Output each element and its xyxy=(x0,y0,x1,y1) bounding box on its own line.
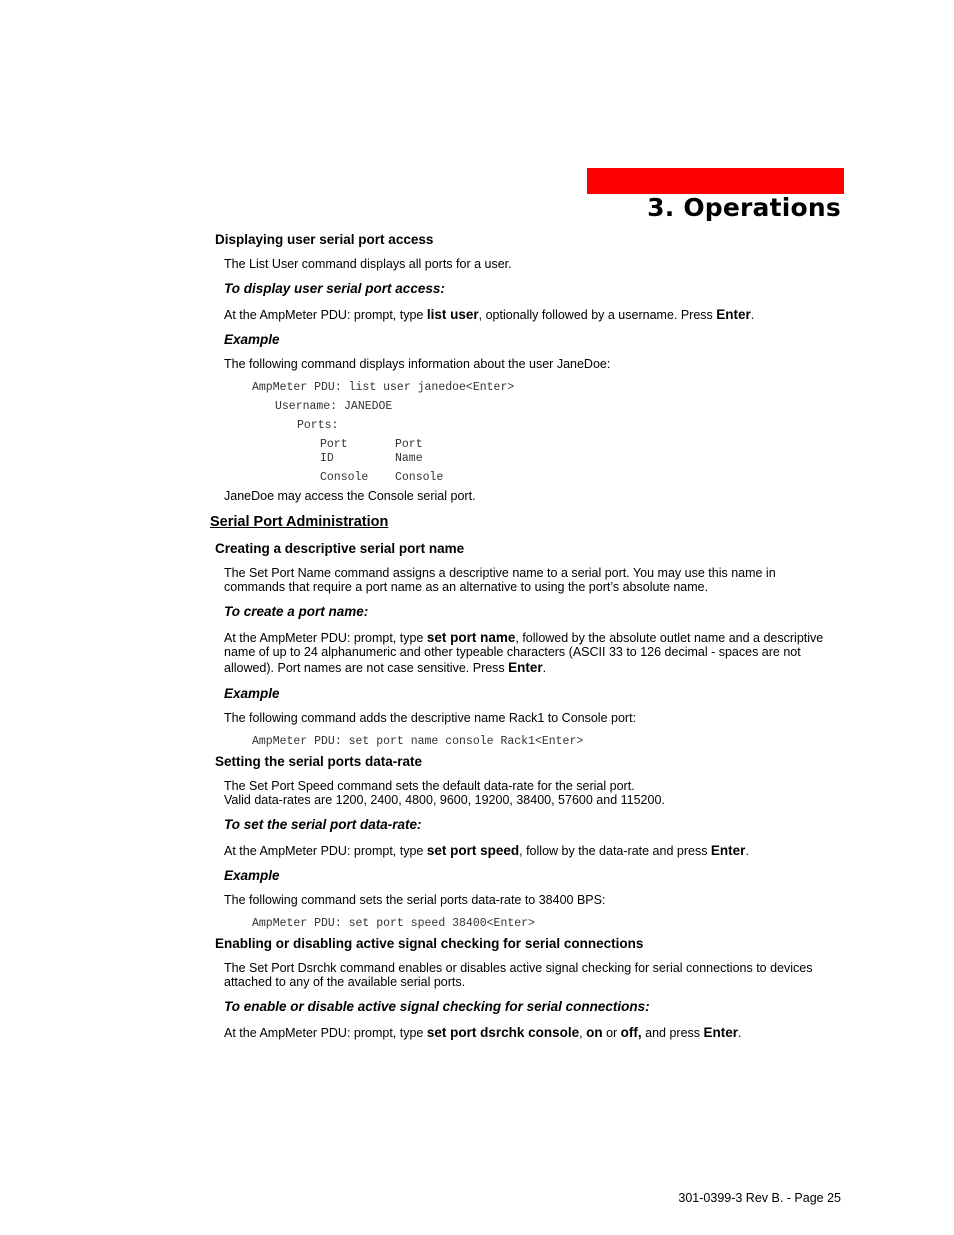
section-heading-port-name: Creating a descriptive serial port name xyxy=(215,541,465,556)
text: At the AmpMeter PDU: prompt, type xyxy=(224,1026,427,1040)
text: and press xyxy=(641,1026,704,1040)
paragraph: Valid data-rates are 1200, 2400, 4800, 9600, 19200, 38400, 57600 and 115200. xyxy=(224,793,665,807)
instruction-paragraph xyxy=(224,307,754,323)
text: . xyxy=(542,661,547,675)
paragraph: The Set Port Speed command sets the default data-rate for the serial port. xyxy=(224,779,635,793)
paragraph: name of up to 24 alphanumeric and other typeable characters (ASCII 33 to 126 decimal - spaces are not xyxy=(224,645,801,659)
section-heading-port-speed: Setting the serial ports data-rate xyxy=(215,754,423,769)
example-label: Example xyxy=(224,686,280,701)
command-keyword: set port name xyxy=(426,630,516,645)
paragraph: The following command adds the descriptive name Rack1 to Console port: xyxy=(224,711,637,725)
code-line: Ports: xyxy=(297,419,339,432)
code-line: AmpMeter PDU: list user janedoe<Enter> xyxy=(252,381,515,394)
enter-key: Enter xyxy=(716,307,751,322)
instruction-paragraph xyxy=(224,660,546,676)
paragraph: The following command sets the serial ports data-rate to 38400 BPS: xyxy=(224,893,606,907)
instruction-paragraph xyxy=(224,1025,742,1041)
procedure-heading: To display user serial port access: xyxy=(224,281,445,296)
procedure-heading: To create a port name: xyxy=(224,604,369,619)
command-keyword: list user xyxy=(426,307,479,322)
text: At the AmpMeter PDU: prompt, type xyxy=(224,844,427,858)
section-title-serial-port-admin: Serial Port Administration xyxy=(210,514,389,530)
code-col-header: ID xyxy=(320,452,334,465)
procedure-heading: To enable or disable active signal checking for serial connections: xyxy=(224,999,650,1014)
code-col-header: Name xyxy=(395,452,423,465)
text: At the AmpMeter PDU: prompt, type xyxy=(224,308,427,322)
section-heading-dsrchk: Enabling or disabling active signal checking for serial connections xyxy=(215,936,644,951)
paragraph: The Set Port Name command assigns a descriptive name to a serial port. You may use this name in xyxy=(224,566,776,580)
text: , xyxy=(579,1026,587,1040)
text: . xyxy=(750,308,755,322)
code-cell: Console xyxy=(320,471,369,484)
enter-key: Enter xyxy=(508,660,543,675)
instruction-paragraph xyxy=(224,630,823,646)
text: At the AmpMeter PDU: prompt, type xyxy=(224,631,427,645)
text: . xyxy=(738,1026,742,1040)
section-heading-display-user-ports: Displaying user serial port access xyxy=(215,232,434,247)
paragraph: The following command displays information about the user JaneDoe: xyxy=(224,357,611,371)
text: or xyxy=(602,1026,621,1040)
page-footer: 301-0399-3 Rev B. - Page 25 xyxy=(678,1191,841,1205)
text: , follow by the data-rate and press xyxy=(519,844,711,858)
paragraph: JaneDoe may access the Console serial port. xyxy=(224,489,476,503)
code-line: Username: JANEDOE xyxy=(275,400,393,413)
text: . xyxy=(745,844,749,858)
command-keyword: set port speed xyxy=(426,843,520,858)
text: , optionally followed by a username. Press xyxy=(478,308,717,322)
command-keyword: set port dsrchk console xyxy=(426,1025,580,1040)
option-off: off, xyxy=(620,1025,642,1040)
code-cell: Console xyxy=(395,471,444,484)
text: , followed by the absolute outlet name and a descriptive xyxy=(515,631,824,645)
code-line: AmpMeter PDU: set port speed 38400<Enter> xyxy=(252,917,535,930)
instruction-paragraph xyxy=(224,843,749,859)
code-col-header: Port xyxy=(395,438,423,451)
paragraph: The Set Port Dsrchk command enables or disables active signal checking for serial connections to devices xyxy=(224,961,813,975)
paragraph: attached to any of the available serial ports. xyxy=(224,975,466,989)
option-on: on xyxy=(586,1025,603,1040)
code-col-header: Port xyxy=(320,438,348,451)
code-line: AmpMeter PDU: set port name console Rack1<Enter> xyxy=(252,735,584,748)
enter-key: Enter xyxy=(703,1025,739,1040)
procedure-heading: To set the serial port data-rate: xyxy=(224,817,422,832)
paragraph: The List User command displays all ports for a user. xyxy=(224,257,512,271)
chapter-title: 3. Operations xyxy=(647,193,841,222)
text: allowed). Port names are not case sensitive. Press xyxy=(224,661,509,675)
chapter-accent-bar xyxy=(587,168,844,194)
paragraph: commands that require a port name as an alternative to using the port’s absolute name. xyxy=(224,580,709,594)
example-label: Example xyxy=(224,868,280,883)
example-label: Example xyxy=(224,332,280,347)
enter-key: Enter xyxy=(710,843,746,858)
